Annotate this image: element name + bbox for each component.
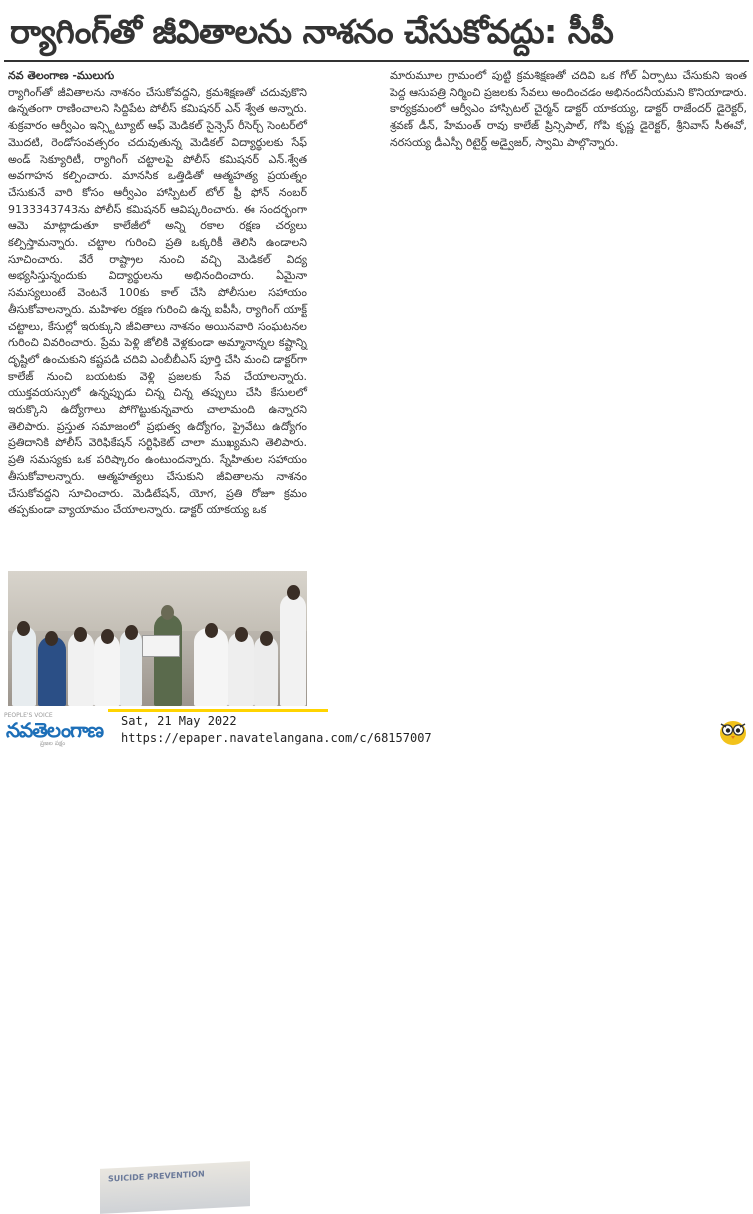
owl-icon	[718, 716, 748, 746]
article-left-column	[8, 68, 307, 519]
photo-banner	[100, 1161, 250, 1214]
placard	[142, 635, 180, 657]
article-body-left: ర్యాగింగ్‌తో జీవితాలను నాశనం చేసుకోవద్దని, క్రమశిక్షణతో చదువుకొని ఉన్నతంగా రాణించాలని సిద్దిపేట పోలీస్ కమిషనర్ ఎన్ శ్వేత అన్నారు. శుక్రవారం ఆర్వీఎం ఇన్స్టిట్యూట్ ఆఫ్ మెడికల్ సైన్సెస్ రీసెర్చ్ సెంటర్‌లో మొదటి, రెండోసంవత్సరం చదువుతున్న మెడికల్ విద్యార్థులకు సేఫ్ అండ్ సెక్యూరిటీ, ర్యాగింగ్ చట్టాలపై పోలీస్ కమిషనర్ ఎన్.శ్వేత అవగాహన కల్పించారు. మానసిక ఒత్తిడితో ఆత్మహత్య ప్రయత్నం చేసుకునే వారి కోసం ఆర్వీఎం హాస్పిటల్ టోల్ ఫ్రీ ఫోన్ నంబర్ 9133343743ను పోలీస్ కమిషనర్ ఆవిష్కరించారు. ఈ సందర్భంగా ఆమె మాట్లాడుతూ కాలేజీలో అన్ని రకాల రక్షణ చర్యలు కల్పిస్తామన్నారు. చట్టాల గురించి ప్రతి ఒక్కరికీ తెలిసి ఉండాలని సూచించారు. వేరే రాష్ట్రాల నుంచి వచ్చి మెడికల్ విద్య అభ్యసిస్తున్నందుకు విద్యార్థులను అభినందించారు. ఏమైనా సమస్యలుంటే వెంటనే 100కు కాల్ చేసి పోలీసుల సహాయం తీసుకోవాలన్నారు. మహిళల రక్షణ గురించి ఉన్న ఐపీసీ, ర్యాగింగ్ యాక్ట్ చట్టాలు, కేసుల్లో ఇరుక్కుని జీవితాలు నాశనం అయినవారి సంఘటనల గురించి వివరించారు. ప్రేమ పెళ్లి జోలికి వెళ్లకుండా అమ్మానాన్నల కష్టాన్ని దృష్టిలో ఉంచుకుని కష్టపడి చదివి ఎంబీబీఎస్ పూర్తి చేసి మంచి డాక్టర్‌గా కాలేజ్ నుంచి బయటకు వెళ్లి ప్రజలకు సేవ చేయాలన్నారు. యుక్తవయస్సులో ఉన్నప్పుడు చిన్న చిన్న తప్పులు చేసి కేసులలో ఇరుక్కొని ఉద్యోగాలు పోగొట్టుకున్నవారు చాలామంది ఉన్నారని తెలిపారు. ప్రస్తుత సమాజంలో ప్రభుత్వ ఉద్యోగం, ప్రైవేటు ఉద్యోగం ప్రతిదానికి పోలీస్ వెరిఫికేషన్ సర్టిఫికెట్ చాలా ముఖ్యమని తెలిపారు. ప్రతి సమస్యకు ఒక పరిష్కారం ఉంటుందన్నారు. స్నేహితుల సహాయం తీసుకోవాలన్నారు. ఆత్మహత్యలు చేసుకుని జీవితాలను నాశనం చేసుకోవద్దని సూచించారు. మెడిటేషన్, యోగ, ప్రతి రోజూ క్రమం తప్పకుండా వ్యాయామం చేయాలన్నారు. డాక్టర్ యాకయ్య ఒక	[8, 85, 307, 517]
footer-accent-bar	[108, 709, 328, 712]
publication-date: Sat, 21 May 2022	[121, 714, 237, 728]
navatelangana-logo: నవతెలంగాణ	[6, 718, 104, 742]
photo-banner-text: SUICIDE PREVENTION	[108, 1169, 205, 1184]
dateline: నవ తెలంగాణ -ములుగు	[8, 69, 115, 82]
headline: ర్యాగింగ్‌తో జీవితాలను నాశనం చేసుకోవద్దు: సీపీ	[10, 12, 614, 51]
article-body-right: మారుమూల గ్రామంలో పుట్టి క్రమశిక్షణతో చదివి ఒక గోల్ ఏర్పాటు చేసుకుని ఇంత పెద్ద ఆసుపత్రి నిర్మించి ప్రజలకు సేవలు అందించడం అభినందనీయమని కొనియాడారు. కార్యక్రమంలో ఆర్వీఎం హాస్పిటల్ చైర్మన్ డాక్టర్ యాకయ్య, డాక్టర్ రాజేందర్ డైరెక్టర్, శ్రవణ్ డీన్, హేమంత్ రావు కాలేజ్ ప్రిన్సిపాల్, గోపి కృష్ణ డైరెక్టర్, శ్రీనివాస్ సీఈవో, నరసయ్య డీఎస్పీ రిటైర్డ్ అడ్వైజర్, స్వామి పాల్గొన్నారు.	[390, 69, 747, 149]
logo-subtext: PEOPLE'S VOICE	[4, 712, 53, 719]
article-right-column	[390, 68, 747, 152]
headline-divider	[4, 60, 749, 62]
logo-tagline: ప్రజల పక్షం	[40, 740, 66, 747]
epaper-url[interactable]: https://epaper.navatelangana.com/c/68157007	[121, 731, 432, 745]
